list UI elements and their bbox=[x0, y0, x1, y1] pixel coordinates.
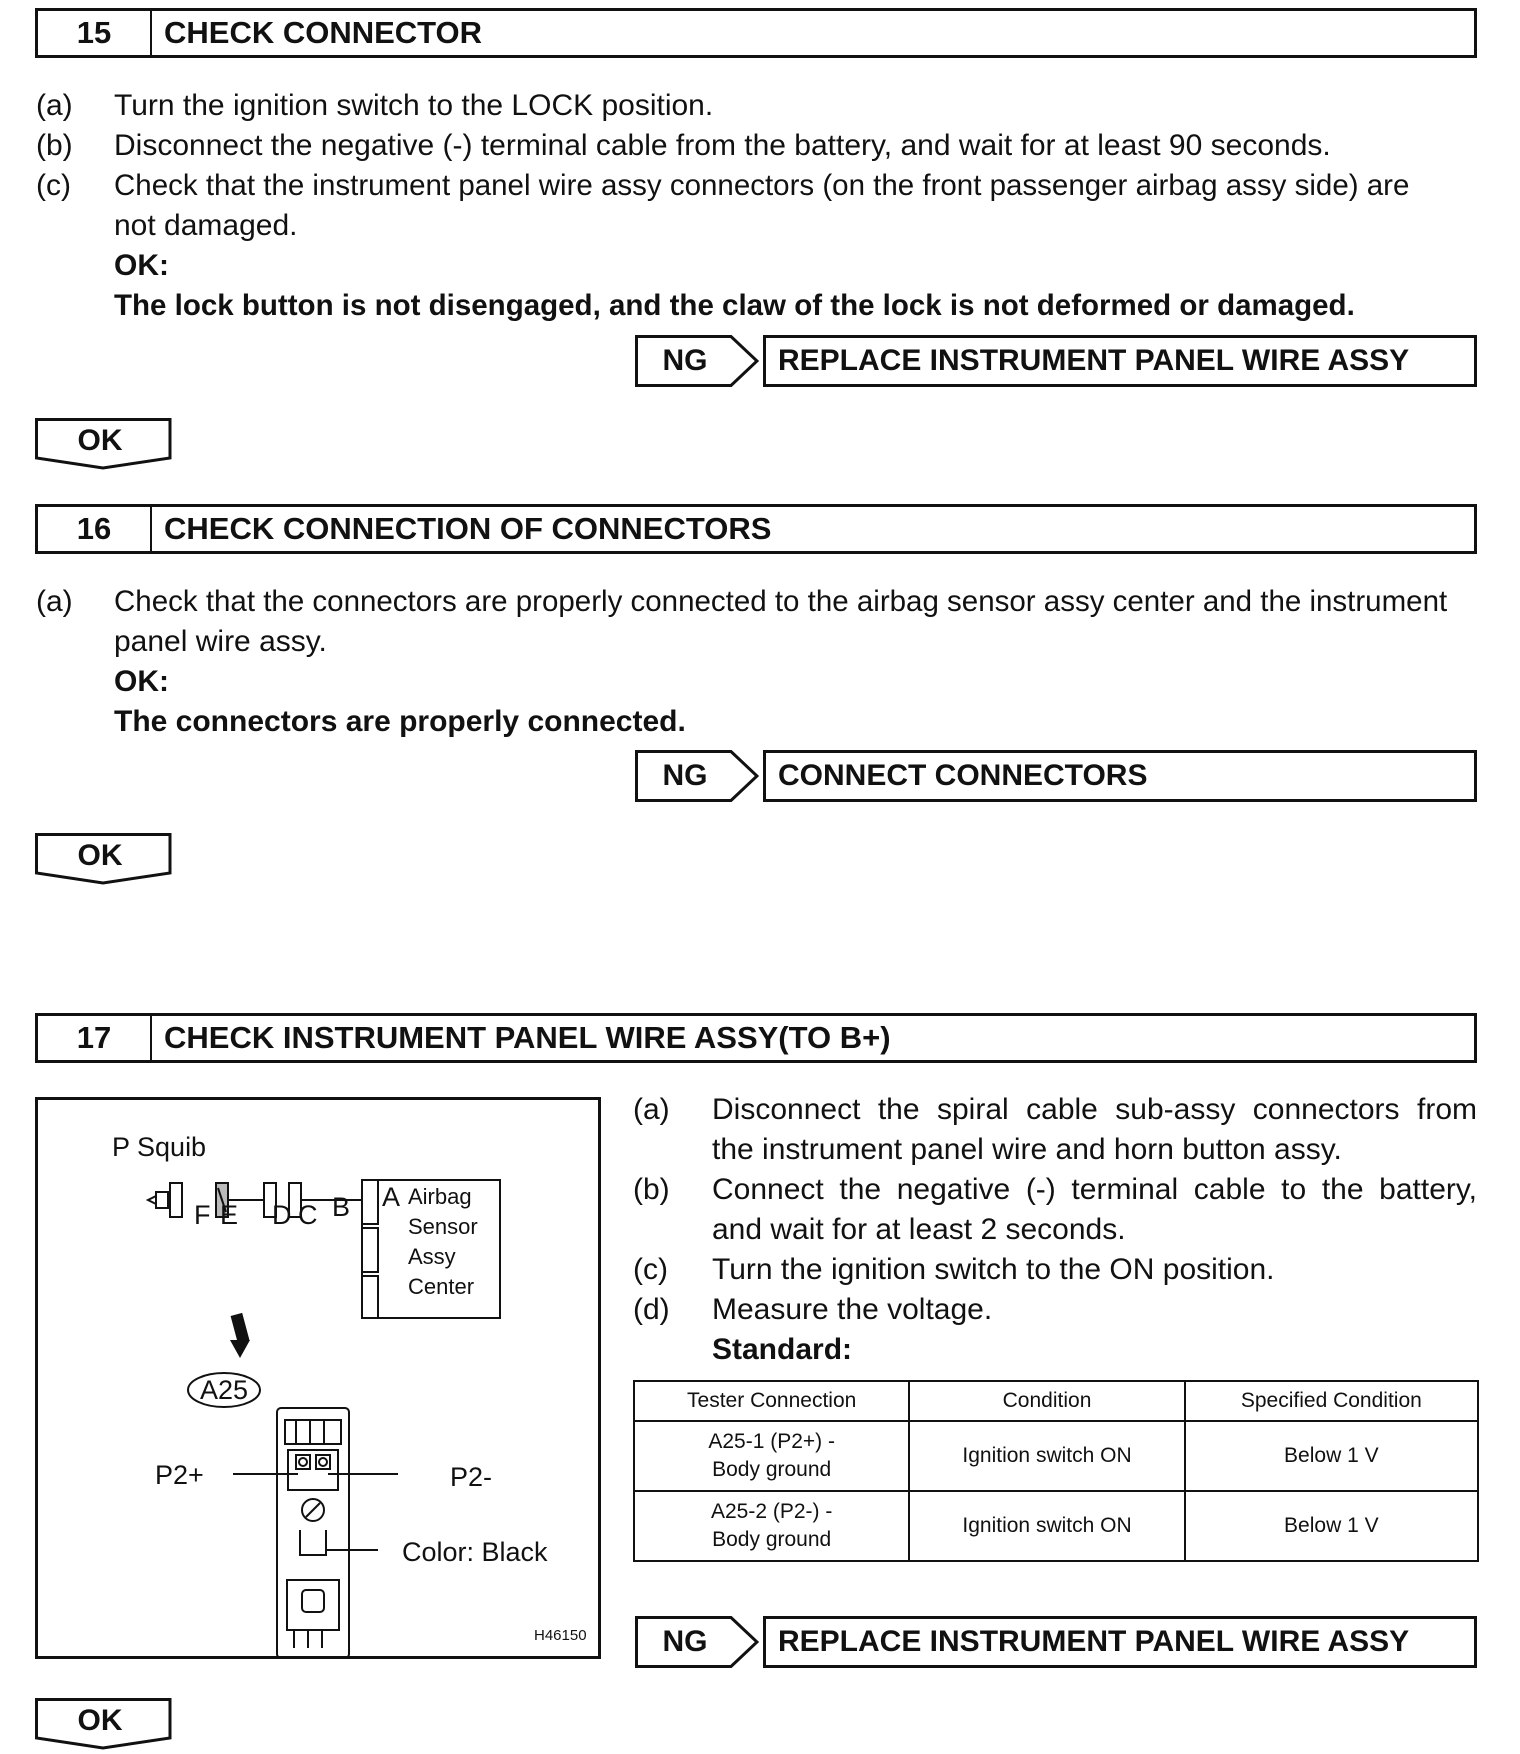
table-cell-tester-connection bbox=[634, 1491, 909, 1561]
terminal-letter: C bbox=[298, 1200, 318, 1230]
instruction-label: (b) bbox=[633, 1173, 670, 1206]
connector-color-label: Color: Black bbox=[402, 1537, 548, 1567]
figure-code: H46150 bbox=[534, 1627, 587, 1644]
instruction-label: (d) bbox=[633, 1293, 670, 1326]
table-cell-condition: Ignition switch ON bbox=[909, 1421, 1184, 1491]
instruction-label: (b) bbox=[36, 129, 73, 162]
airbag-sensor-label: Center bbox=[408, 1274, 475, 1299]
table-cell-specified: Below 1 V bbox=[1185, 1491, 1478, 1561]
step-number: 15 bbox=[38, 11, 152, 55]
instruction-text: panel wire assy. bbox=[114, 625, 327, 658]
ok-next-marker bbox=[35, 418, 175, 470]
step-title: CHECK CONNECTION OF CONNECTORS bbox=[164, 511, 772, 546]
instruction-text: Connect the negative (-) terminal cable to the battery, bbox=[712, 1173, 1477, 1206]
ng-label: NG bbox=[662, 344, 708, 377]
ng-label: NG bbox=[662, 759, 708, 792]
step-17-header bbox=[35, 1013, 1477, 1063]
instruction-text: Check that the connectors are properly connected to the airbag sensor assy center and the instrument bbox=[114, 585, 1448, 618]
ng-action: REPLACE INSTRUMENT PANEL WIRE ASSY bbox=[763, 335, 1477, 387]
ok-criteria-label: OK: bbox=[114, 665, 169, 698]
instruction-text: Turn the ignition switch to the ON position. bbox=[712, 1253, 1275, 1286]
connector-figure bbox=[35, 1097, 601, 1659]
p-squib-label: P Squib bbox=[112, 1132, 207, 1162]
terminal-letter: E bbox=[220, 1200, 239, 1230]
instruction-label: (a) bbox=[633, 1093, 670, 1126]
ng-action: REPLACE INSTRUMENT PANEL WIRE ASSY bbox=[763, 1616, 1477, 1668]
airbag-sensor-label: Airbag bbox=[408, 1184, 472, 1209]
instruction-text: Check that the instrument panel wire assy connectors (on the front passenger airbag assy side) are bbox=[114, 169, 1410, 202]
instruction-text: not damaged. bbox=[114, 209, 298, 242]
instruction-text: the instrument panel wire and horn button assy. bbox=[712, 1133, 1342, 1166]
ng-action: CONNECT CONNECTORS bbox=[763, 750, 1477, 802]
cell-line: Body ground bbox=[712, 1528, 832, 1551]
step-number: 16 bbox=[38, 507, 152, 551]
column-header: Condition bbox=[909, 1381, 1184, 1421]
table-cell-condition: Ignition switch ON bbox=[909, 1491, 1184, 1561]
instruction-label: (c) bbox=[633, 1253, 668, 1286]
instruction-label: (a) bbox=[36, 585, 73, 618]
ng-result-row bbox=[635, 1616, 1477, 1668]
cell-line: A25-2 (P2-) - bbox=[710, 1500, 833, 1523]
airbag-sensor-label: Assy bbox=[408, 1244, 456, 1269]
ok-criteria-text: The connectors are properly connected. bbox=[114, 705, 686, 738]
terminal-letter: B bbox=[332, 1192, 351, 1222]
column-header: Specified Condition bbox=[1185, 1381, 1478, 1421]
instruction-text: Measure the voltage. bbox=[712, 1293, 993, 1326]
airbag-sensor-label: Sensor bbox=[408, 1214, 478, 1239]
table-header-row bbox=[634, 1381, 1478, 1421]
connector-diagram-drawing bbox=[38, 1100, 598, 1656]
step-title: CHECK CONNECTOR bbox=[164, 15, 483, 50]
table-cell-specified: Below 1 V bbox=[1185, 1421, 1478, 1491]
terminal-letter: F bbox=[194, 1200, 211, 1230]
step-16-header bbox=[35, 504, 1477, 554]
terminal-letter: A bbox=[382, 1182, 401, 1212]
ok-label: OK bbox=[77, 1704, 123, 1737]
ok-label: OK bbox=[77, 424, 123, 457]
table-cell-tester-connection bbox=[634, 1421, 909, 1491]
table-row bbox=[634, 1491, 1478, 1561]
instruction-label: (a) bbox=[36, 89, 73, 122]
instruction-text: Disconnect the spiral cable sub-assy connectors from bbox=[712, 1093, 1477, 1126]
ok-label: OK bbox=[77, 839, 123, 872]
cell-line: A25-1 (P2+) - bbox=[708, 1430, 835, 1453]
instruction-text: and wait for at least 2 seconds. bbox=[712, 1213, 1126, 1246]
p2-plus-label: P2+ bbox=[155, 1460, 204, 1490]
step-title: CHECK INSTRUMENT PANEL WIRE ASSY(TO B+) bbox=[164, 1020, 891, 1055]
cell-line: Body ground bbox=[712, 1458, 832, 1481]
step-number: 17 bbox=[38, 1016, 152, 1060]
ng-result-row bbox=[635, 335, 1477, 387]
ok-next-marker bbox=[35, 1698, 175, 1750]
standard-label: Standard: bbox=[712, 1333, 853, 1366]
ok-criteria-text: The lock button is not disengaged, and the claw of the lock is not deformed or damaged. bbox=[114, 289, 1355, 322]
connector-id: A25 bbox=[200, 1375, 249, 1405]
table-row bbox=[634, 1421, 1478, 1491]
ok-criteria-label: OK: bbox=[114, 249, 169, 282]
column-header: Tester Connection bbox=[634, 1381, 909, 1421]
ng-result-row bbox=[635, 750, 1477, 802]
ok-next-marker bbox=[35, 833, 175, 885]
terminal-letter: D bbox=[272, 1200, 292, 1230]
instruction-text: Disconnect the negative (-) terminal cable from the battery, and wait for at least 90 seconds. bbox=[114, 129, 1331, 162]
instruction-text: Turn the ignition switch to the LOCK position. bbox=[114, 89, 714, 122]
ng-label: NG bbox=[662, 1625, 708, 1658]
voltage-spec-table bbox=[633, 1380, 1479, 1562]
instruction-label: (c) bbox=[36, 169, 71, 202]
step-15-header bbox=[35, 8, 1477, 58]
p2-minus-label: P2- bbox=[450, 1462, 493, 1492]
